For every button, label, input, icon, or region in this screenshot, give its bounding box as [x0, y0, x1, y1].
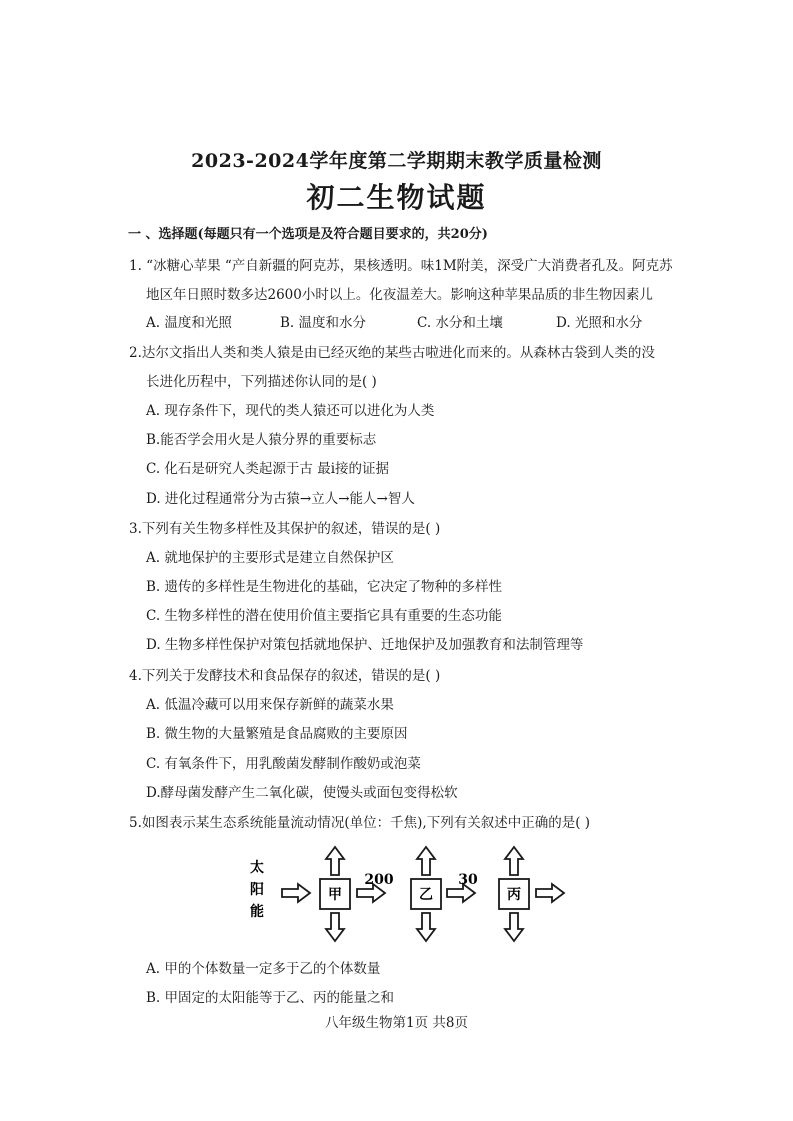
q3-option-a: A. 就地保护的主要形式是建立自然保护区: [146, 550, 394, 566]
q3-option-d: D. 生物多样性保护对策包括就地保护、迁地保护及加强教育和法制管理等: [146, 637, 584, 653]
q2-option-a: A. 现存条件下，现代的类人猿还可以进化为人类: [146, 403, 435, 419]
energy-flow-diagram: [240, 835, 590, 950]
bing-out-arrow: [536, 884, 564, 902]
q5-option-b: B. 甲固定的太阳能等于乙、丙的能量之和: [146, 990, 395, 1006]
q1-option-d: D. 光照和水分: [556, 315, 643, 331]
q3-stem: 3.下列有关生物多样性及其保护的叙述，错误的是( ): [129, 521, 441, 537]
q4-option-c: C. 有氧条件下，用乳酸菌发酵制作酸奶或泡菜: [146, 756, 421, 772]
node-yi-label: 乙: [419, 887, 433, 903]
q1-option-b: B. 温度和水分: [280, 315, 367, 331]
q5-stem: 5.如图表示某生态系统能量流动情况(单位：千焦),下列有关叙述中正确的是( ): [129, 815, 591, 831]
q2-option-c: C. 化石是研究人类起源于古 最i接的证据: [146, 461, 390, 477]
yi-up-arrow: [417, 847, 435, 875]
node-bing-label: 丙: [507, 887, 521, 903]
q2-option-b: B.能否学会用火是人猿分界的重要标志: [146, 432, 377, 448]
q3-option-c: C. 生物多样性的潜在使用价值主要指它具有重要的生态功能: [146, 608, 502, 624]
q2-option-d: D. 进化过程通常分为古猿→立人→能人→智人: [146, 491, 415, 507]
section-heading: 一 、选择题(每题只有一个选项是及符合题目要求的，共20分): [128, 227, 488, 242]
q4-option-a: A. 低温冷藏可以用来保存新鲜的蔬菜水果: [146, 697, 394, 713]
node-jia-label: 甲: [328, 887, 342, 903]
sun-label-char-3: 能: [250, 904, 264, 920]
jia-down-arrow: [326, 913, 344, 941]
bing-down-arrow: [505, 913, 523, 941]
q3-option-b: B. 遗传的多样性是生物进化的基础，它决定了物种的多样性: [146, 579, 503, 595]
sun-label-char-1: 太: [250, 860, 264, 876]
q1-option-a: A. 温度和光照: [146, 315, 232, 331]
q4-option-d: D.酵母菌发酵产生二氧化碳，使馒头或面包变得松软: [146, 785, 458, 801]
exam-title: 2023-2024学年度第二学期期末教学质量检测: [191, 150, 602, 172]
q1-stem-line2: 地区年日照时数多达2600小时以上。化夜温差大。影响这种苹果品质的非生物因素儿: [146, 287, 653, 303]
jia-up-arrow: [326, 847, 344, 875]
flow-value-yi-bing: 30: [458, 872, 478, 888]
yi-down-arrow: [417, 913, 435, 941]
q2-stem-line1: 2.达尔文指出人类和类人猿是由已经灭绝的某些古啦进化而来的。从森林古袋到人类的没: [129, 345, 655, 361]
q5-option-a: A. 甲的个体数量一定多于乙的个体数量: [146, 961, 381, 977]
page-footer: 八年级生物第1页 共8页: [325, 1015, 468, 1031]
q1-stem-line1: 1. “冰糖心苹果 “产自新疆的阿克苏，果核透明。味1M附美，深受广大消费者孔及。阿克苏: [129, 258, 673, 274]
subject-title: 初二生物试题: [306, 181, 487, 214]
sun-to-jia-arrow: [282, 884, 310, 902]
q1-option-c: C. 水分和土壤: [417, 315, 503, 331]
q4-stem: 4.下列关于发酵技术和食品保存的叙述，错误的是( ): [129, 668, 441, 684]
q4-option-b: B. 微生物的大量繁殖是食品腐败的主要原因: [146, 726, 408, 742]
sun-label-char-2: 阳: [250, 882, 264, 898]
flow-value-jia-yi: 200: [364, 872, 394, 888]
q2-stem-line2: 长进化历程中，下列描述你认同的是( ): [146, 374, 377, 390]
bing-up-arrow: [505, 847, 523, 875]
